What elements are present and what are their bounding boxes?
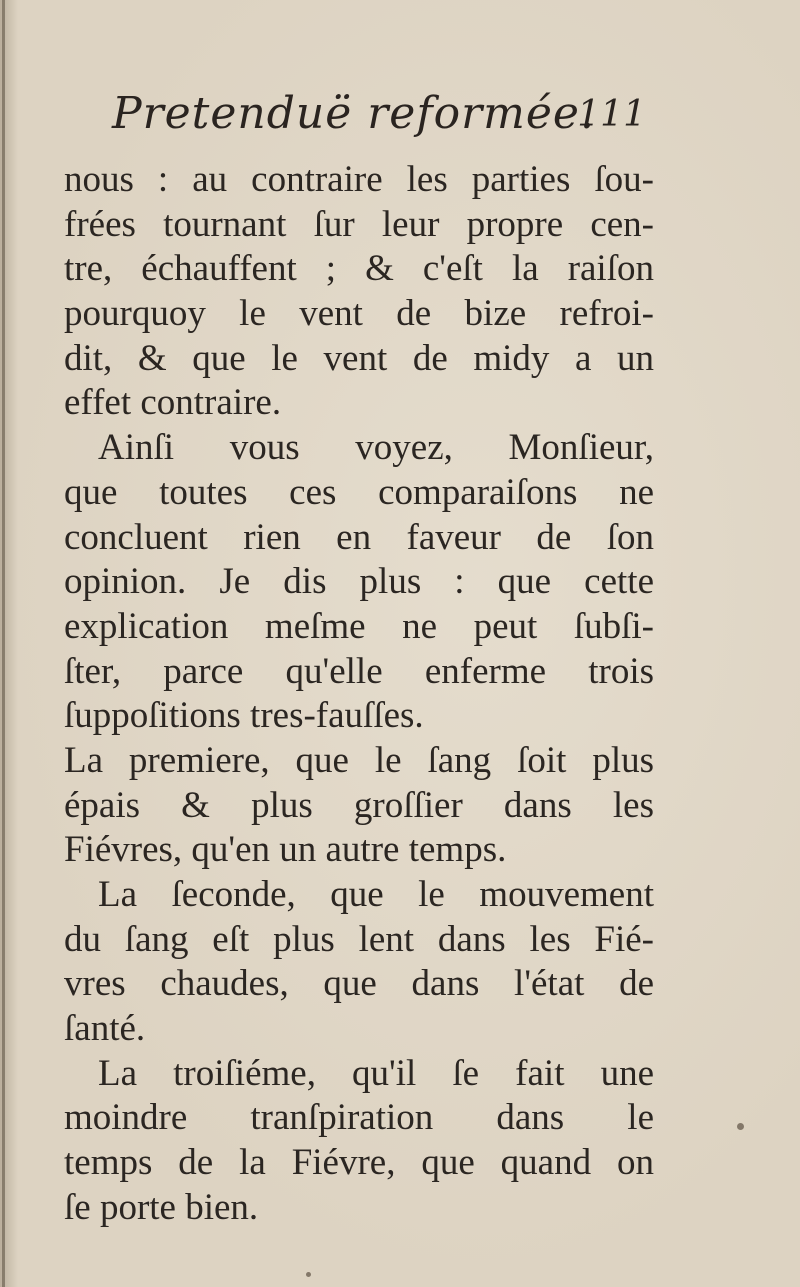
paragraph-start-line: La premiere, que le ſang ſoit plus xyxy=(64,739,654,781)
text-line: temps de la Fiévre, que quand on xyxy=(64,1142,654,1184)
text-line: concluent rien en faveur de ſon xyxy=(64,516,654,558)
text-line: explication meſme ne peut ſubſi- xyxy=(64,605,654,647)
text-line: Fiévres, qu'en un autre temps. xyxy=(64,829,507,871)
page-number: 111 xyxy=(577,94,646,135)
text-line: pourquoy le vent de bize refroi- xyxy=(64,293,654,335)
running-header xyxy=(112,88,652,152)
body-text xyxy=(64,158,654,1231)
text-line: effet contraire. xyxy=(64,382,282,424)
page-gutter-edge xyxy=(2,0,5,1287)
ink-speck xyxy=(737,1123,744,1130)
text-line: ſanté. xyxy=(64,1008,146,1050)
text-line: vres chaudes, que dans l'état de xyxy=(64,963,654,1005)
text-line: ſter, parce qu'elle enferme trois xyxy=(64,650,654,692)
text-line: du ſang eſt plus lent dans les Fié- xyxy=(64,918,654,960)
ink-speck xyxy=(306,1272,311,1277)
text-line: dit, & que le vent de midy a un xyxy=(64,337,654,379)
paragraph-start-line: La ſeconde, que le mouvement xyxy=(98,874,654,915)
paragraph-start-line: La troiſiéme, qu'il ſe fait une xyxy=(98,1052,654,1094)
text-line: que toutes ces comparaiſons ne xyxy=(64,471,654,513)
text-line: épais & plus groſſier dans les xyxy=(64,784,654,826)
text-line: opinion. Je dis plus : que cette xyxy=(64,561,654,603)
text-line: ſuppoſitions tres-fauſſes. xyxy=(64,695,424,737)
text-line: frées tournant ſur leur propre cen- xyxy=(64,203,654,245)
text-line: tre, échauffent ; & c'eſt la raiſon xyxy=(64,248,654,290)
paragraph-start-line: Ainſi vous voyez, Monſieur, xyxy=(98,427,654,469)
text-line: ſe porte bien. xyxy=(64,1186,259,1228)
running-title: Pretenduë reformée. xyxy=(112,88,595,139)
text-line: nous : au contraire les parties ſou- xyxy=(64,159,654,200)
text-line: moindre tranſpiration dans le xyxy=(64,1097,654,1139)
